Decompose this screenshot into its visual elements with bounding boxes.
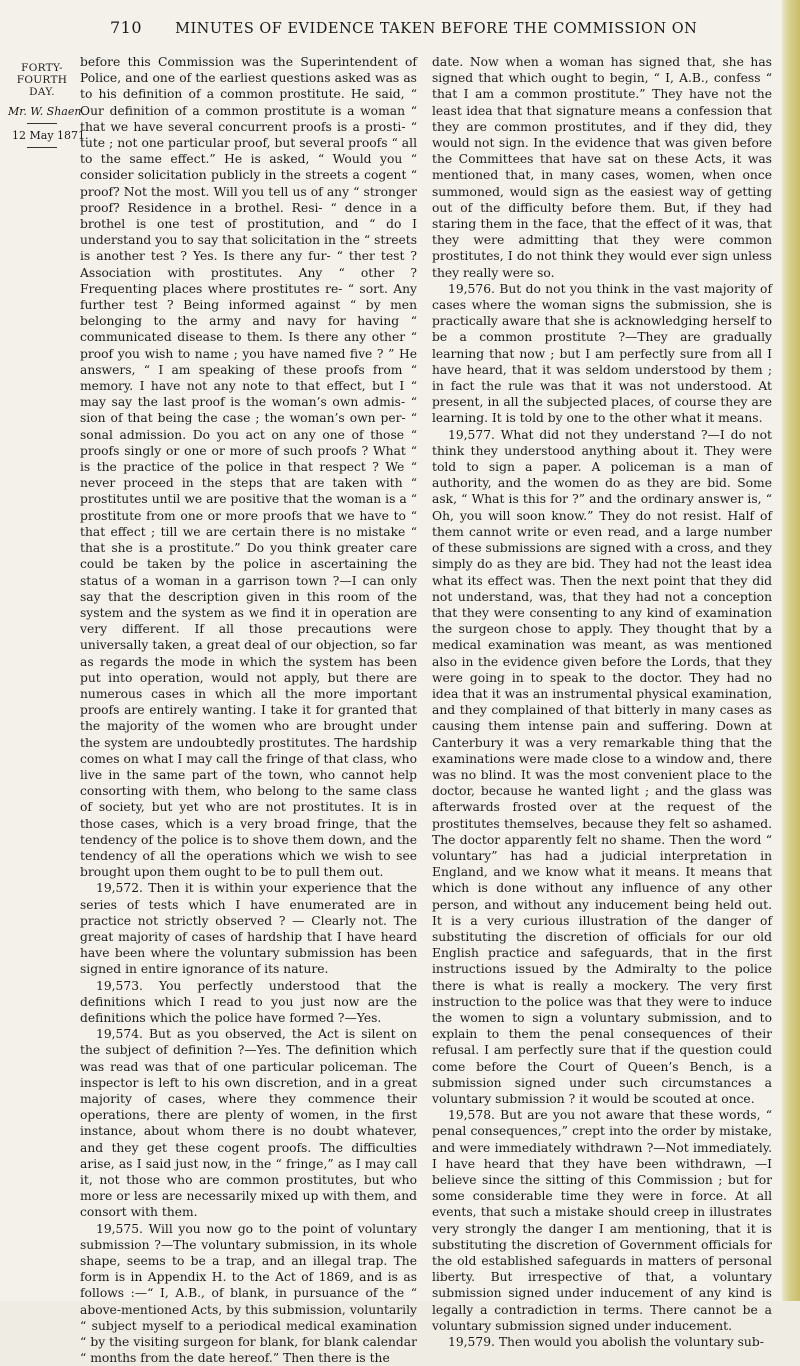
margin-note — [8, 62, 89, 152]
margin-witness: Mr. W. Shaen. — [8, 105, 85, 118]
page-edge — [782, 0, 800, 1301]
page-number: 710 — [110, 18, 143, 37]
paragraph: 19,574. But as you observed, the Act is silent on the subject of definition ?—Yes. The definition which was read was that of one particular policeman. The inspector is left to his own discretion, and in a great majority of cases, where they commence their operations, there are plenty of women, in the first instance, about whom there is no doubt whatever, and they get these cogent proofs. The difficulties arise, as I said just now, in the “ fringe,” as I may call it, not those who are common prostitutes, but who more or less are necessarily mixed up with them, and consort with them. — [80, 1027, 417, 1220]
right-column — [432, 54, 772, 1350]
margin-date: 12 May 1871. — [12, 129, 89, 142]
left-column — [80, 54, 417, 1366]
paragraph: 19,573. You perfectly understood that the definitions which I read to you just now are the definitions which the police have formed ?—Yes. — [80, 978, 417, 1025]
running-header — [110, 18, 770, 37]
paragraph: date. Now when a woman has signed that, she has signed that which ought to begin, “ I, A.B., confess “ that I am a common prostitute.” They have not the least idea that that signature means a confession that they are common prostitutes, and if they did, they would not sign. In the evidence that was given before the Committees that have sat on these Acts, it was mentioned that, in many cases, women, when once summoned, would sign as the easiest way of getting out of the difficulty before them. But, if they had staring them in the face, that the effect of it was, that they were admitting that they were common prostitutes, I do not think they would ever sign unless they really were so. — [432, 55, 772, 280]
paragraph: 19,576. But do not you think in the vast majority of cases where the woman signs the submission, she is practically aware that she is acknowledging herself to be a common prostitute ?—They are gradually learning that now ; but I am perfectly sure from all I have heard, that it was seldom understood by them ; in fact the rule was that it was not understood. At present, in all the subjected places, of course they are learning. It is told by one to the other what it means. — [432, 281, 772, 426]
margin-day: FORTY-FOURTH DAY. — [16, 62, 68, 98]
margin-rule — [27, 123, 57, 124]
margin-rule — [27, 147, 57, 148]
paragraph: 19,577. What did not they understand ?—I do not think they understood anything about it. They were told to sign a paper. A policeman is a man of authority, and the women do as they are bid. Some ask, “ What is this for ?” and the ordinary answer is, “ Oh, you will soon know.” They do not resist. Half of them cannot write or even read, and a large number of these submissions are signed with a cross, and they simply do as they are bid. They had not the least idea what its effect was. Then the next point that they did not understand, was, that they had not a conception that they were consenting to any kind of examination the surgeon chose to apply. They thought that by a medical examination was meant, as was mentioned also in the evidence given before the Lords, that they were going in to speak to the doctor. They had no idea that it was an instrumental physical examination, and they complained of that bitterly in many cases as causing them intense pain and suffering. Down at Canterbury it was a very remarkable thing that the examinations were made close to a window and, there was no blind. It was the most convenient place to the doctor, because he wanted light ; and the glass was afterwards frosted over at the request of the prostitutes themselves, because they felt so ashamed. The doctor apparently felt no shame. Then the word “ voluntary” has had a judicial interpretation in England, and we know what it means. It means that which is done without any influence of any other person, and without any inducement being held out. It is a very curious illustration of the danger of substituting the discretion of officials for our old English practice and safeguards, that in the first instructions issued by the Admiralty to the police there is what is really a mockery. The very first instruction to the police was that they were to induce the women to sign a voluntary submission, and to explain to them the penal consequences of their refusal. I am perfectly sure that if the question could come before the Court of Queen’s Bench, is a submission signed under such circumstances a voluntary submission ? it would be scouted at once. — [432, 427, 772, 1106]
paragraph: 19,578. But are you not aware that these words, “ penal consequences,” crept into the order by mistake, and were immediately withdrawn ?—Not immediately. I have heard that they have been withdrawn, —I believe since the sitting of this Commission ; but for some considerable time they were in force. At all events, that such a mistake should creep in illustrates very strongly the danger I am mentioning, that it is substituting the discretion of Government officials for the old established safeguards in matters of personal liberty. But irrespective of that, a voluntary submission signed under inducement of any kind is legally a contradiction in terms. There cannot be a voluntary submission signed under inducement. — [432, 1108, 772, 1333]
paragraph: 19,572. Then it is within your experience that the series of tests which I have enumerated are in practice not strictly observed ? — Clearly not. The great majority of cases of hardship that I have heard have been where the voluntary submission has been signed in entire ignorance of its nature. — [80, 881, 417, 977]
running-title: MINUTES OF EVIDENCE TAKEN BEFORE THE COMMISSION ON — [175, 21, 698, 37]
paragraph: before this Commission was the Superintendent of Police, and one of the earliest questions asked was as to his definition of a common prostitute. He said, “ Our definition of a common prostitute is a woman “ that we have several concurrent proofs is a prosti- “ tute ; not one particular proof, but several proofs “ all to the same effect.” He is asked, “ Would you “ consider solicitation publicly in the streets a cogent “ proof? Not the most. Will you tell us of any “ stronger proof? Residence in a brothel. Resi- “ dence in a brothel is one test of prostitution, and “ do I understand you to say that solicitation in the “ streets is another test ? Yes. Is there any fur- “ ther test ? Association with prostitutes. Any “ other ? Frequenting places where prostitutes re- “ sort. Any further test ? Being informed against “ by men belonging to the army and navy for having “ communicated disease to them. Is there any other “ proof you wish to name ; you have named five ? ” He answers, “ I am speaking of these proofs from “ memory. I have not any note to that effect, but I “ may say the last proof is the woman’s own admis- “ sion of that being the case ; the woman’s own per- “ sonal admission. Do you act on any one of those “ proofs singly or one or more of such proofs ? What “ is the practice of the police in that respect ? We “ never proceed in the steps that are taken with “ prostitutes until we are positive that the woman is a “ prostitute from one or more proofs that we have to “ that effect ; till we are certain there is no mistake “ that she is a prostitute.” Do you think greater care could be taken by the police in ascertaining the status of a woman in a garrison town ?—I can only say that the description given in this room of the system and the system as we find it in operation are very different. If all those precautions were universally taken, a great deal of our objection, so far as regards the mode in which the system has been put into operation, would not apply, but there are numerous cases in which all the more important proofs are entirely wanting. I take it for granted that the majority of the women who are brought under the system are undoubtedly prostitutes. The hardship comes on what I may call the fringe of that class, who live in the same part of the town, who cannot help consorting with them, who belong to the same class of society, but yet who are not prostitutes. It is in those cases, which is a very broad fringe, that the tendency of the police is to shove them down, and the tendency of all the operations which we wish to see brought upon them ought to be to pull them out. — [80, 55, 417, 880]
paragraph: 19,575. Will you now go to the point of voluntary submission ?—The voluntary submission, in its whole shape, seems to be a trap, and an illegal trap. The form is in Appendix H. to the Act of 1869, and is as follows :—“ I, A.B., of blank, in pursuance of the “ above-mentioned Acts, by this submission, voluntarily “ subject myself to a periodical medical examination “ by the visiting surgeon for blank, for blank calendar “ months from the date hereof.” Then there is the — [80, 1221, 417, 1366]
paragraph: 19,579. Then would you abolish the voluntary sub- — [448, 1335, 764, 1350]
